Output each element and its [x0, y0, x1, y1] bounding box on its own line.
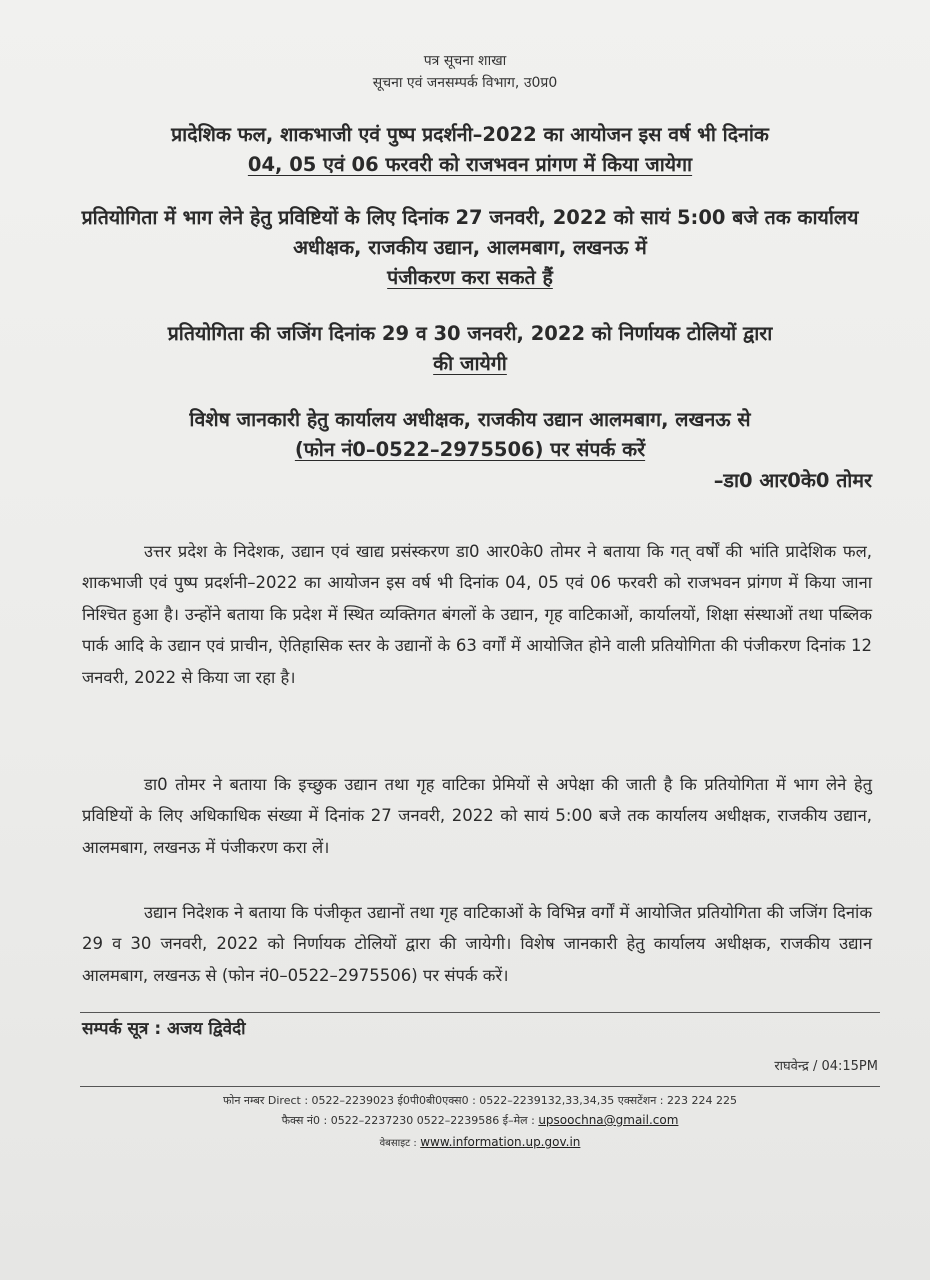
headline-2-text: प्रतियोगिता में भाग लेने हेतु प्रविष्टियों के लिए दिनांक 27 जनवरी, 2022 को सायं 5:00 बजे तक कार्यालय अधीक्षक, राजकीय उद्यान, आलमबाग, लखनऊ में	[81, 206, 859, 259]
department-header-line-1: पत्र सूचना शाखा	[423, 53, 507, 69]
headline-3	[70, 319, 870, 379]
headline-2-underlined: पंजीकरण करा सकते हैं	[387, 266, 553, 289]
headline-1-text: प्रादेशिक फल, शाकभाजी एवं पुष्प प्रदर्शनी–2022 का आयोजन इस वर्ष भी दिनांक	[171, 123, 769, 146]
email-link[interactable]: upsoochna@gmail.com	[538, 1113, 679, 1127]
body-paragraph-3: उद्यान निदेशक ने बताया कि पंजीकृत उद्यानों तथा गृह वाटिकाओं के विभिन्न वर्गों में आयोजित प्रतियोगिता की जजिंग दिनांक 29 व 30 जनवरी, 2022 को निर्णायक टोलियों द्वारा की जायेगी। विशेष जानकारी हेतु कार्यालय अधीक्षक, राजकीय उद्यान आलमबाग, लखनऊ से (फोन नं0–0522–2975506) पर संपर्क करें।	[82, 902, 872, 985]
headline-1-underlined: 04, 05 एवं 06 फरवरी को राजभवन प्रांगण में किया जायेगा	[247, 153, 693, 176]
divider-top	[80, 1012, 880, 1013]
headline-4-underlined: (फोन नं0–0522–2975506) पर संपर्क करें	[294, 438, 646, 461]
attribution: –डा0 आर0के0 तोमर	[713, 469, 872, 492]
footer-fax-line	[80, 1113, 880, 1128]
headline-4-text: विशेष जानकारी हेतु कार्यालय अधीक्षक, राजकीय उद्यान आलमबाग, लखनऊ से	[189, 408, 751, 431]
headline-4	[70, 405, 870, 465]
body-paragraph-2: डा0 तोमर ने बताया कि इच्छुक उद्यान तथा गृह वाटिका प्रेमियों से अपेक्षा की जाती है कि प्रतियोगिता में भाग लेने हेतु प्रविष्टियों के लिए अधिकाधिक संख्या में दिनांक 27 जनवरी, 2022 को सायं 5:00 बजे तक कार्यालय अधीक्षक, राजकीय उद्यान, आलमबाग, लखनऊ में पंजीकरण करा लें।	[82, 774, 873, 857]
contact-source: सम्पर्क सूत्र : अजय द्विवेदी	[82, 1019, 246, 1039]
headline-1	[70, 120, 870, 180]
footer-phone-line: फोन नम्बर Direct : 0522–2239023 ई0पी0बी0एक्स0 : 0522–2239132,33,34,35 एक्सटेंशन : 223 224 225	[223, 1094, 737, 1107]
website-link[interactable]: www.information.up.gov.in	[420, 1135, 581, 1149]
department-header	[330, 50, 600, 94]
website-label: वेबसाइट :	[379, 1138, 417, 1149]
body-paragraph-1: उत्तर प्रदेश के निदेशक, उद्यान एवं खाद्य प्रसंस्करण डा0 आर0के0 तोमर ने बताया कि गत् वर्षों की भांति प्रादेशिक फल, शाकभाजी एवं पुष्प प्रदर्शनी–2022 का आयोजन इस वर्ष भी दिनांक 04, 05 एवं 06 फरवरी को राजभवन प्रांगण में किया जाना निश्चित हुआ है। उन्होंने बताया कि प्रदेश में स्थित व्यक्तिगत बंगलों के उद्यान, गृह वाटिकाओं, कार्यालयों, शिक्षा संस्थाओं तथा पब्लिक पार्क आदि के उद्यान एवं प्राचीन, ऐतिहासिक स्तर के उद्यानों के 63 वर्गों में आयोजित होने वाली प्रतियोगिता की पंजीकरण दिनांक 12 जनवरी, 2022 से किया जा रहा है।	[82, 541, 872, 687]
divider-bottom	[80, 1086, 880, 1087]
headline-2	[70, 203, 870, 293]
headline-3-text: प्रतियोगिता की जजिंग दिनांक 29 व 30 जनवरी, 2022 को निर्णायक टोलियों द्वारा	[167, 322, 773, 345]
footer-fax-text: फैक्स नं0 : 0522–2237230 0522–2239586 ई–मेल :	[281, 1114, 535, 1127]
headline-3-underlined: की जायेगी	[433, 352, 507, 375]
footer-website-line	[80, 1135, 880, 1149]
department-header-line-2: सूचना एवं जनसम्पर्क विभाग, उ0प्र0	[372, 75, 558, 91]
signature: राघवेन्द्र / 04:15PM	[774, 1059, 878, 1074]
